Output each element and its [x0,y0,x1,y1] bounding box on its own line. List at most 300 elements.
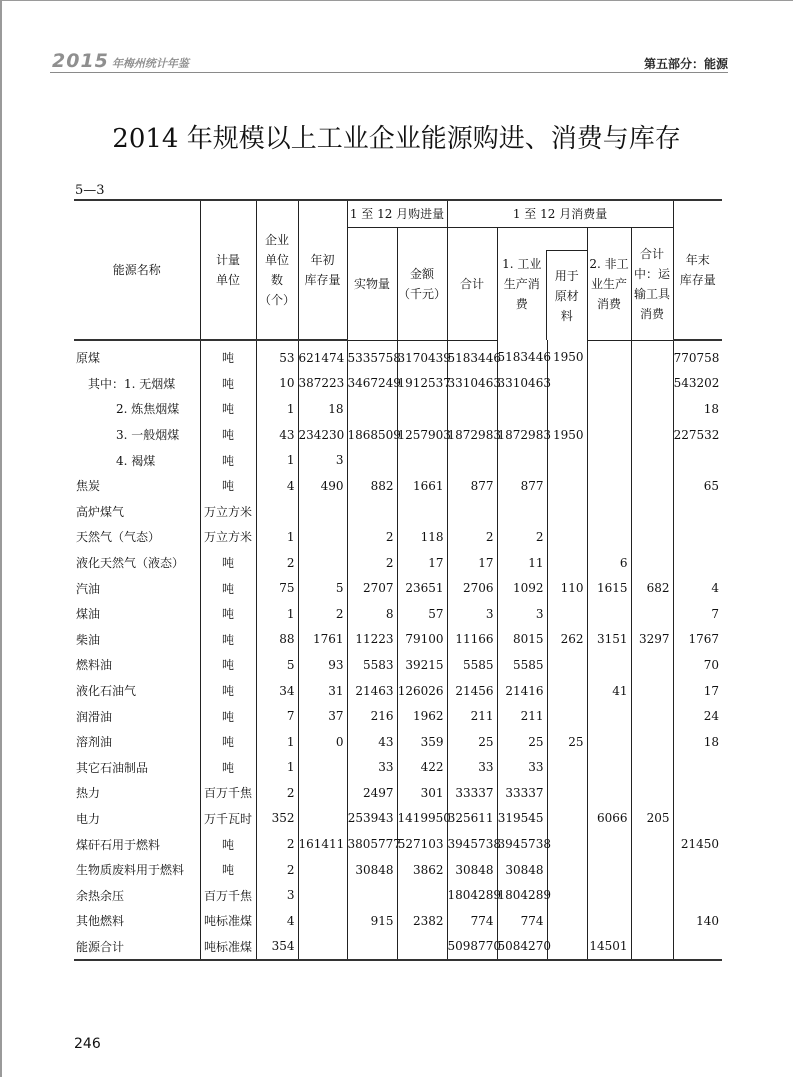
cell-purchase-qty: 216 [347,703,397,729]
cell-name: 生物质废料用于燃料 [74,857,200,883]
cell-unit: 吨 [200,601,256,627]
cell-transport [631,934,673,961]
cell-enterprises: 4 [256,473,298,499]
cell-purchase-amount: 3862 [397,857,447,883]
cell-purchase-qty [347,882,397,908]
cell-non-industrial: 3151 [587,627,631,653]
cell-closing-stock [673,806,722,832]
cell-unit: 吨 [200,627,256,653]
cell-purchase-amount: 359 [397,729,447,755]
cell-non-industrial: 6066 [587,806,631,832]
cell-consumption-total: 325611 [447,806,497,832]
cell-opening-stock: 234230 [298,422,347,448]
cell-industrial: 3 [497,601,547,627]
cell-consumption-total [447,396,497,422]
header-line: 消费 [640,306,665,321]
cell-purchase-qty: 3467249 [347,371,397,397]
col-header-transport [631,227,673,340]
cell-purchase-amount [397,499,447,525]
cell-enterprises: 10 [256,371,298,397]
table-row [74,729,722,755]
cell-transport [631,473,673,499]
cell-raw-material [547,780,587,806]
cell-closing-stock: 18 [673,729,722,755]
cell-name: 燃料油 [74,652,200,678]
cell-opening-stock: 3 [298,447,347,473]
cell-name: 原煤 [74,340,200,371]
cell-non-industrial [587,473,631,499]
cell-purchase-amount: 3170439 [397,340,447,371]
header-line: 合计 [640,246,665,261]
cell-raw-material [547,908,587,934]
cell-transport [631,550,673,576]
cell-enterprises: 352 [256,806,298,832]
cell-transport [631,857,673,883]
cell-name: 润滑油 [74,703,200,729]
cell-non-industrial: 14501 [587,934,631,961]
col-header-purchase-qty: 实物量 [347,227,397,340]
cell-non-industrial [587,729,631,755]
cell-closing-stock [673,447,722,473]
header-lines [299,250,347,290]
header-line: 生产消 [503,277,540,291]
cell-raw-material: 262 [547,627,587,653]
page-edge-left [0,0,2,1077]
cell-unit: 吨 [200,755,256,781]
cell-enterprises: 2 [256,550,298,576]
cell-purchase-amount: 118 [397,524,447,550]
cell-name: 高炉煤气 [74,499,200,525]
header-line: 消费 [597,296,622,311]
cell-purchase-qty: 33 [347,755,397,781]
cell-purchase-qty: 21463 [347,678,397,704]
cell-enterprises: 7 [256,703,298,729]
cell-name: 3. 一般烟煤 [74,422,200,448]
table-row [74,575,722,601]
cell-enterprises: 2 [256,780,298,806]
header-lines [555,266,579,326]
cell-industrial: 3945738 [497,831,547,857]
cell-purchase-amount: 1912537 [397,371,447,397]
cell-unit: 吨 [200,550,256,576]
cell-unit: 吨 [200,473,256,499]
cell-transport [631,499,673,525]
cell-unit: 吨 [200,396,256,422]
cell-non-industrial [587,340,631,371]
cell-opening-stock [298,755,347,781]
cell-non-industrial [587,703,631,729]
header-line: 2. 非工 [589,256,629,271]
cell-closing-stock [673,755,722,781]
cell-name: 汽油 [74,575,200,601]
cell-consumption-total: 5585 [447,652,497,678]
cell-closing-stock: 70 [673,652,722,678]
cell-raw-material: 25 [547,729,587,755]
table-row [74,396,722,422]
cell-purchase-amount: 301 [397,780,447,806]
col-header-consumption-total: 合计 [447,227,497,340]
cell-closing-stock: 7 [673,601,722,627]
cell-name: 焦炭 [74,473,200,499]
cell-non-industrial [587,857,631,883]
cell-raw-material [547,601,587,627]
table-row [74,908,722,934]
cell-industrial: 5183446 [497,340,547,371]
page-title: 2014 年规模以上工业企业能源购进、消费与库存 [112,124,681,154]
table-row [74,857,722,883]
col-group-consumption: 1 至 12 月消费量 [447,200,673,227]
table-row [74,755,722,781]
cell-opening-stock [298,499,347,525]
table-row [74,934,722,961]
cell-enterprises: 1 [256,447,298,473]
cell-purchase-qty: 2 [347,550,397,576]
cell-closing-stock: 227532 [673,422,722,448]
cell-opening-stock: 0 [298,729,347,755]
table-row [74,831,722,857]
cell-purchase-amount: 1257903 [397,422,447,448]
col-header-enterprises [256,200,298,340]
cell-purchase-amount [397,396,447,422]
cell-non-industrial [587,882,631,908]
cell-raw-material [547,934,587,961]
cell-purchase-qty: 915 [347,908,397,934]
cell-enterprises: 354 [256,934,298,961]
cell-consumption-total: 17 [447,550,497,576]
cell-purchase-amount: 57 [397,601,447,627]
page-number: 246 [74,1036,101,1052]
cell-closing-stock [673,550,722,576]
header-lines [398,264,447,304]
cell-consumption-total: 5183446 [447,340,497,371]
header-line: 单位 [264,253,289,267]
cell-purchase-amount: 17 [397,550,447,576]
cell-non-industrial: 41 [587,678,631,704]
header-line: 业生产 [591,276,628,291]
table-row [74,806,722,832]
cell-enterprises: 5 [256,652,298,678]
cell-enterprises: 43 [256,422,298,448]
cell-closing-stock [673,524,722,550]
cell-transport [631,371,673,397]
cell-raw-material: 1950 [547,422,587,448]
cell-industrial: 2 [497,524,547,550]
cell-raw-material [547,473,587,499]
cell-industrial [497,499,547,525]
cell-closing-stock [673,857,722,883]
cell-industrial: 774 [497,908,547,934]
cell-purchase-qty [347,934,397,961]
table-row [74,340,722,371]
header-line: 年末 [685,253,710,267]
header-line: 原材 [554,288,579,303]
cell-raw-material [547,806,587,832]
table-row [74,499,722,525]
cell-enterprises: 2 [256,857,298,883]
col-header-unit [200,200,256,340]
cell-non-industrial [587,499,631,525]
cell-purchase-amount: 2382 [397,908,447,934]
cell-closing-stock: 140 [673,908,722,934]
cell-purchase-qty: 5335758 [347,340,397,371]
header-line: 输工具 [634,286,671,301]
cell-transport [631,780,673,806]
cell-raw-material [547,755,587,781]
cell-unit: 百万千焦 [200,780,256,806]
table-row [74,524,722,550]
cell-industrial: 3310463 [497,371,547,397]
cell-non-industrial [587,601,631,627]
cell-non-industrial [587,831,631,857]
cell-consumption-total: 3945738 [447,831,497,857]
cell-closing-stock [673,780,722,806]
cell-raw-material [547,831,587,857]
cell-purchase-amount: 527103 [397,831,447,857]
cell-purchase-qty: 2497 [347,780,397,806]
cell-industrial: 30848 [497,857,547,883]
cell-raw-material [547,396,587,422]
yearbook-title [52,50,189,72]
cell-closing-stock [673,499,722,525]
cell-raw-material [547,857,587,883]
cell-opening-stock: 490 [298,473,347,499]
cell-transport [631,447,673,473]
cell-transport [631,340,673,371]
cell-unit: 吨 [200,447,256,473]
col-header-name: 能源名称 [74,200,200,340]
cell-purchase-qty: 30848 [347,857,397,883]
cell-non-industrial [587,396,631,422]
cell-purchase-qty: 8 [347,601,397,627]
cell-transport [631,755,673,781]
header-line: （千元） [398,286,447,301]
cell-industrial: 1804289 [497,882,547,908]
energy-table [74,199,722,961]
cell-purchase-amount [397,447,447,473]
cell-opening-stock [298,882,347,908]
header-line: 料 [560,308,573,323]
cell-purchase-qty [347,499,397,525]
cell-non-industrial [587,908,631,934]
header-lines [257,230,298,310]
cell-opening-stock: 93 [298,652,347,678]
cell-raw-material [547,371,587,397]
cell-unit: 吨 [200,703,256,729]
cell-industrial: 8015 [497,627,547,653]
cell-transport [631,601,673,627]
header-lines [674,250,723,290]
header-line: 单位 [215,273,240,287]
cell-name: 液化天然气（液态） [74,550,200,576]
cell-opening-stock: 37 [298,703,347,729]
cell-unit: 吨 [200,831,256,857]
table-row [74,601,722,627]
cell-consumption-total: 2706 [447,575,497,601]
cell-transport [631,678,673,704]
cell-purchase-amount: 1661 [397,473,447,499]
cell-enterprises: 2 [256,831,298,857]
cell-raw-material [547,524,587,550]
cell-consumption-total: 1872983 [447,422,497,448]
header-line: 用于 [554,268,579,283]
table-number: 5—3 [75,183,105,198]
table-row [74,882,722,908]
cell-consumption-total: 11166 [447,627,497,653]
header-line: 数 [270,273,283,287]
cell-opening-stock [298,857,347,883]
cell-name: 余热余压 [74,882,200,908]
cell-name: 4. 褐煤 [74,447,200,473]
cell-consumption-total: 3310463 [447,371,497,397]
cell-raw-material [547,703,587,729]
cell-raw-material [547,652,587,678]
cell-consumption-total: 1804289 [447,882,497,908]
cell-non-industrial [587,524,631,550]
cell-enterprises: 1 [256,396,298,422]
header-line: 中：运 [634,266,671,281]
cell-non-industrial: 6 [587,550,631,576]
cell-opening-stock [298,806,347,832]
cell-non-industrial [587,652,631,678]
cell-raw-material: 110 [547,575,587,601]
cell-industrial: 1872983 [497,422,547,448]
yearbook-name: 年梅州统计年鉴 [111,57,189,70]
cell-unit: 吨 [200,422,256,448]
cell-raw-material [547,678,587,704]
cell-consumption-total: 33337 [447,780,497,806]
cell-industrial: 5585 [497,652,547,678]
cell-raw-material [547,882,587,908]
cell-enterprises: 34 [256,678,298,704]
cell-industrial: 33337 [497,780,547,806]
cell-industrial: 5084270 [497,934,547,961]
cell-purchase-qty: 11223 [347,627,397,653]
cell-raw-material [547,447,587,473]
col-header-purchase-amount [397,227,447,340]
cell-transport [631,703,673,729]
cell-consumption-total [447,499,497,525]
table-row [74,703,722,729]
cell-consumption-total: 2 [447,524,497,550]
cell-closing-stock: 18 [673,396,722,422]
cell-enterprises: 88 [256,627,298,653]
cell-opening-stock [298,524,347,550]
table-row [74,652,722,678]
cell-opening-stock: 5 [298,575,347,601]
cell-industrial [497,447,547,473]
cell-purchase-qty: 2707 [347,575,397,601]
cell-enterprises: 4 [256,908,298,934]
cell-consumption-total: 774 [447,908,497,934]
table-row [74,371,722,397]
cell-enterprises: 53 [256,340,298,371]
cell-purchase-qty: 882 [347,473,397,499]
cell-enterprises: 75 [256,575,298,601]
cell-closing-stock: 21450 [673,831,722,857]
col-header-non-industrial [587,227,631,340]
cell-purchase-amount: 422 [397,755,447,781]
cell-purchase-qty: 5583 [347,652,397,678]
cell-purchase-qty: 2 [347,524,397,550]
cell-non-industrial [587,755,631,781]
cell-closing-stock: 1767 [673,627,722,653]
cell-transport [631,908,673,934]
cell-name: 热力 [74,780,200,806]
cell-purchase-qty [347,447,397,473]
cell-transport [631,396,673,422]
header-lines [588,254,631,314]
table-row [74,447,722,473]
cell-raw-material: 1950 [547,340,587,371]
cell-opening-stock [298,780,347,806]
cell-industrial: 11 [497,550,547,576]
cell-non-industrial: 1615 [587,575,631,601]
cell-purchase-amount: 1419950 [397,806,447,832]
cell-name: 其中：1. 无烟煤 [74,371,200,397]
cell-enterprises: 1 [256,601,298,627]
cell-unit: 吨 [200,857,256,883]
cell-transport: 682 [631,575,673,601]
cell-name: 能源合计 [74,934,200,961]
cell-closing-stock [673,882,722,908]
cell-transport [631,422,673,448]
cell-non-industrial [587,422,631,448]
cell-name: 煤矸石用于燃料 [74,831,200,857]
cell-opening-stock [298,550,347,576]
header-line: 金额 [410,266,435,281]
cell-non-industrial [587,780,631,806]
cell-opening-stock: 621474 [298,340,347,371]
cell-consumption-total: 3 [447,601,497,627]
cell-consumption-total: 33 [447,755,497,781]
cell-industrial: 1092 [497,575,547,601]
cell-name: 电力 [74,806,200,832]
header-line: 库存量 [679,273,716,287]
cell-unit: 万立方米 [200,524,256,550]
cell-transport [631,882,673,908]
col-header-raw-material [546,250,587,340]
cell-unit: 吨 [200,678,256,704]
cell-unit: 吨 [200,729,256,755]
cell-name: 煤油 [74,601,200,627]
yearbook-year: 2015 [52,50,109,72]
cell-purchase-amount: 126026 [397,678,447,704]
table-row [74,678,722,704]
cell-enterprises: 3 [256,882,298,908]
col-header-closing-stock [673,200,722,340]
cell-opening-stock: 387223 [298,371,347,397]
cell-purchase-amount: 23651 [397,575,447,601]
cell-name: 天然气（气态） [74,524,200,550]
cell-industrial: 25 [497,729,547,755]
cell-consumption-total [447,447,497,473]
cell-opening-stock [298,908,347,934]
cell-opening-stock: 1761 [298,627,347,653]
col-header-opening-stock [298,200,347,340]
cell-closing-stock: 24 [673,703,722,729]
cell-purchase-qty: 43 [347,729,397,755]
table-row [74,780,722,806]
cell-closing-stock: 17 [673,678,722,704]
cell-purchase-amount: 39215 [397,652,447,678]
cell-opening-stock [298,934,347,961]
page-edge-top [0,0,793,1]
cell-industrial [497,396,547,422]
cell-enterprises: 1 [256,524,298,550]
cell-purchase-qty: 3805777 [347,831,397,857]
cell-purchase-qty: 1868509 [347,422,397,448]
cell-industrial: 33 [497,755,547,781]
